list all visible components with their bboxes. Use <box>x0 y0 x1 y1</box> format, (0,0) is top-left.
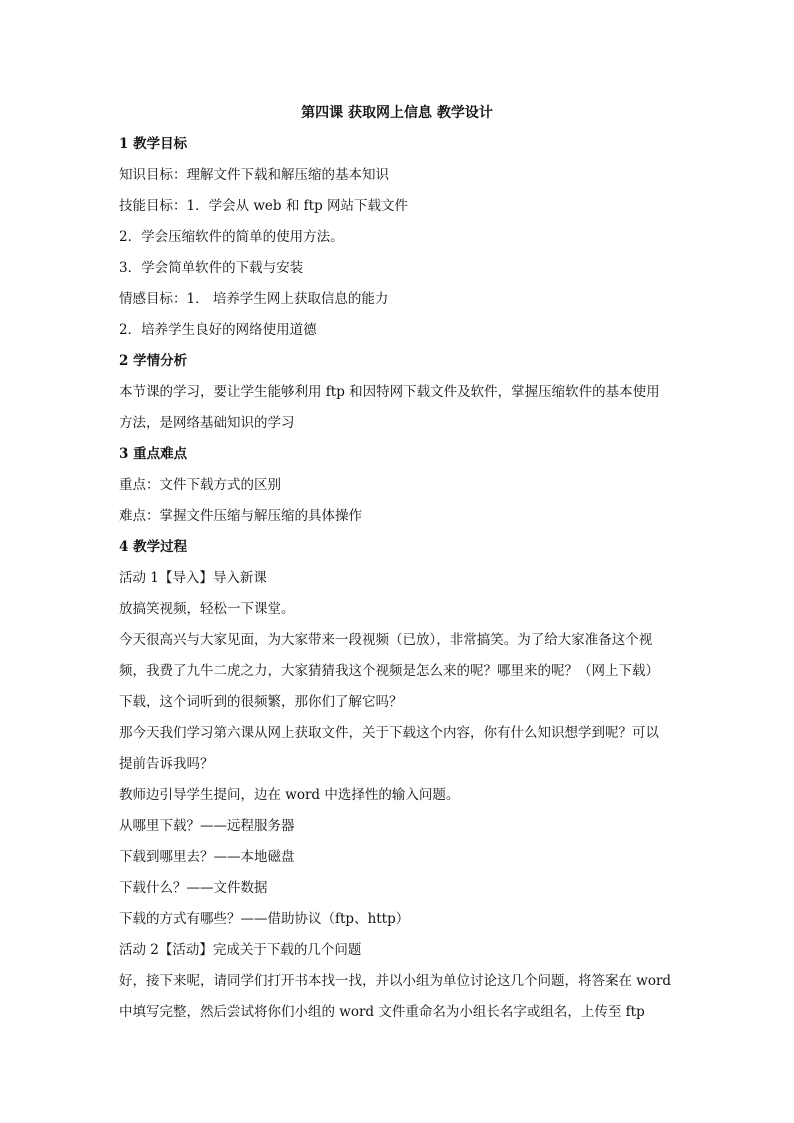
paragraph-line: 中填写完整，然后尝试将你们小组的 word 文件重命名为小组长名字或组名，上传至 ftp <box>119 1004 645 1020</box>
paragraph-line: 技能目标：1．学会从 web 和 ftp 网站下载文件 <box>119 198 409 214</box>
paragraph-line: 方法，是网络基础知识的学习 <box>119 415 295 431</box>
section-heading: 2 学情分析 <box>119 353 188 369</box>
paragraph-line: 难点：掌握文件压缩与解压缩的具体操作 <box>119 508 362 524</box>
paragraph-line: 那今天我们学习第六课从网上获取文件，关于下载这个内容，你有什么知识想学到呢？可以 <box>119 725 659 741</box>
section-heading: 3 重点难点 <box>119 446 188 462</box>
paragraph-line: 下载到哪里去？——本地磁盘 <box>119 849 295 865</box>
paragraph-line: 3．学会简单软件的下载与安装 <box>119 260 304 276</box>
paragraph-line: 今天很高兴与大家见面，为大家带来一段视频（已放），非常搞笑。为了给大家准备这个视 <box>119 632 653 648</box>
paragraph-line: 知识目标：理解文件下载和解压缩的基本知识 <box>119 167 389 183</box>
paragraph-line: 本节课的学习，要让学生能够利用 ftp 和因特网下载文件及软件，掌握压缩软件的基本使用 <box>119 384 660 400</box>
paragraph-line: 2．培养学生良好的网络使用道德 <box>119 322 317 338</box>
document-title: 第四课 获取网上信息 教学设计 <box>301 105 493 121</box>
section-heading: 4 教学过程 <box>119 539 188 555</box>
paragraph-line: 教师边引导学生提问，边在 word 中选择性的输入问题。 <box>119 787 460 803</box>
paragraph-line: 活动 2【活动】完成关于下载的几个问题 <box>119 942 362 958</box>
paragraph-line: 下载的方式有哪些？——借助协议（ftp、http） <box>119 911 410 927</box>
paragraph-line: 放搞笑视频，轻松一下课堂。 <box>119 601 295 617</box>
paragraph-line: 好，接下来呢，请同学们打开书本找一找，并以小组为单位讨论这几个问题，将答案在 word <box>119 973 672 989</box>
paragraph-line: 情感目标：1． 培养学生网上获取信息的能力 <box>119 291 389 307</box>
paragraph-line: 下载什么？——文件数据 <box>119 880 268 896</box>
paragraph-line: 活动 1【导入】导入新课 <box>119 570 267 586</box>
section-heading: 1 教学目标 <box>119 136 188 152</box>
paragraph-line: 提前告诉我吗？ <box>119 756 214 772</box>
paragraph-line: 2．学会压缩软件的简单的使用方法。 <box>119 229 344 245</box>
paragraph-line: 从哪里下载？——远程服务器 <box>119 818 295 834</box>
paragraph-line: 下载，这个词听到的很频繁，那你们了解它吗？ <box>119 694 403 710</box>
paragraph-line: 频，我费了九牛二虎之力，大家猜猜我这个视频是怎么来的呢？哪里来的呢？（网上下载） <box>119 663 659 679</box>
paragraph-line: 重点：文件下载方式的区别 <box>119 477 281 493</box>
